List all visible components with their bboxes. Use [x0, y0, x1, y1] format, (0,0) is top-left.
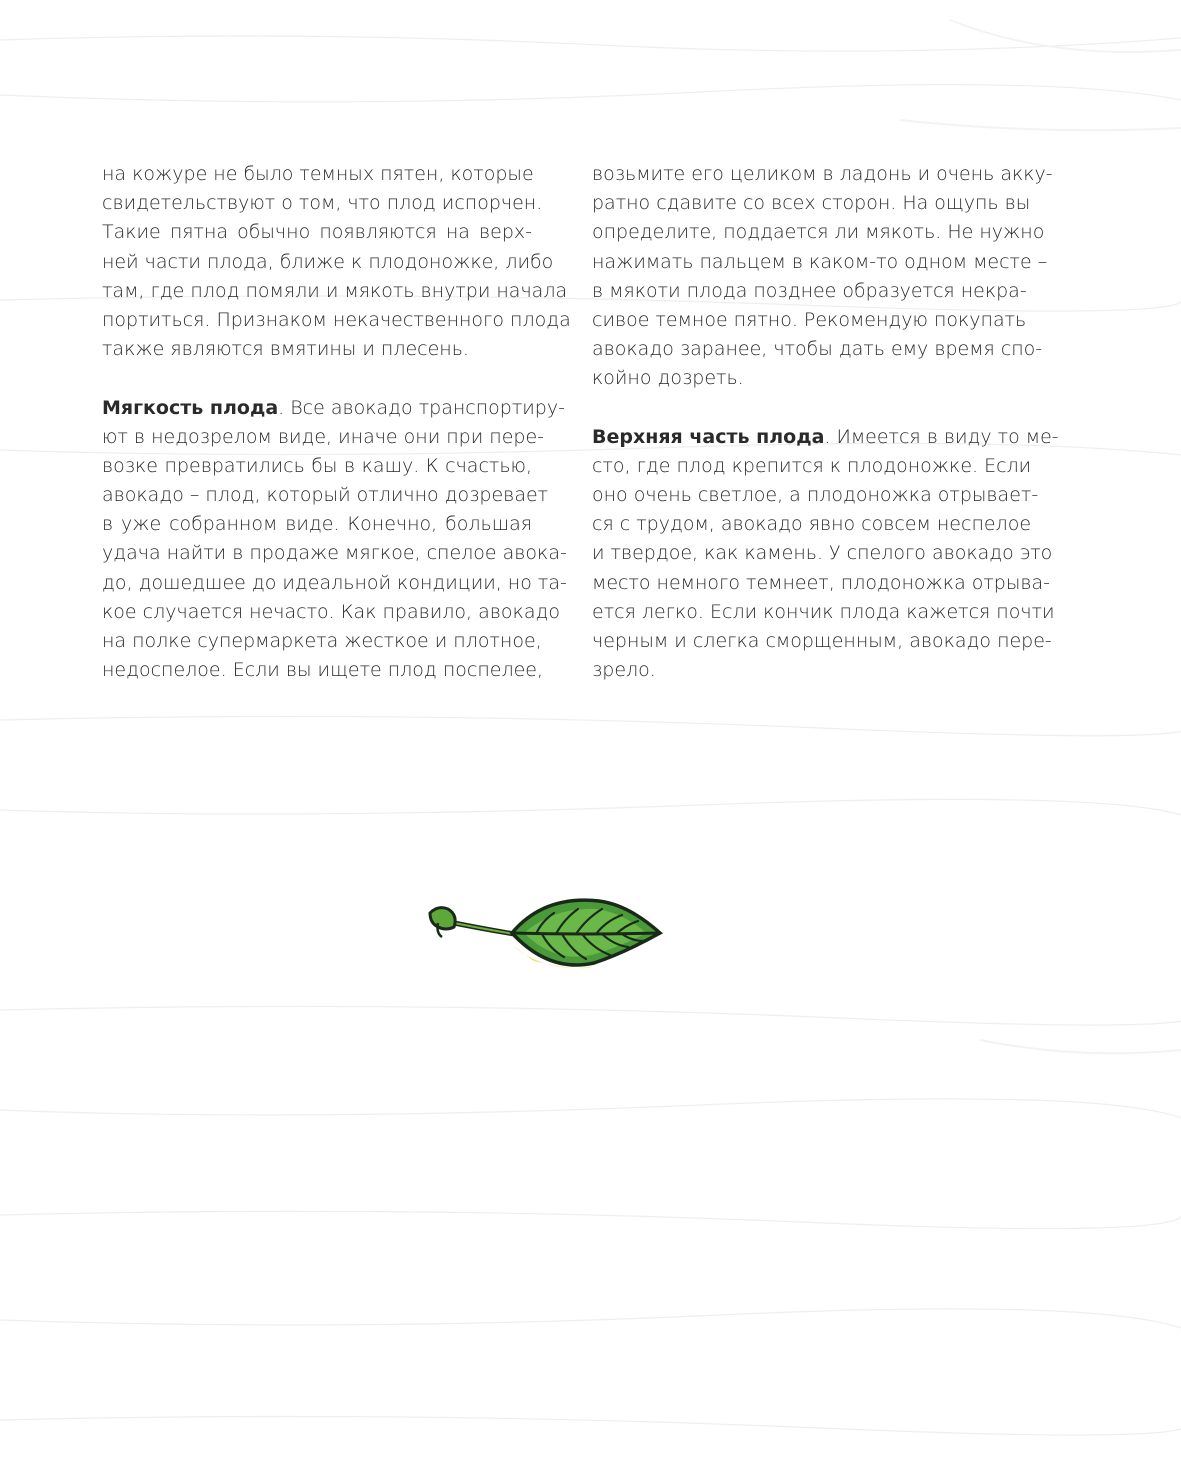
- text-line: недоспелое. Если вы ищете плод поспелее,: [102, 659, 544, 682]
- text-line: в уже собранном виде. Конечно, большая: [102, 513, 532, 536]
- text-line: кое случается нечасто. Как правило, авокадо: [102, 600, 560, 623]
- text-fragment: . Все авокадо транспортиру-: [278, 396, 565, 419]
- text-line: до, дошедшее до идеальной кондиции, но та-: [102, 571, 567, 594]
- section-heading-top-of-fruit: Верхняя часть плода: [592, 425, 825, 448]
- right-text-column: [592, 160, 1059, 685]
- text-line: ется легко. Если кончик плода кажется почти: [592, 600, 1055, 623]
- avocado-leaf-icon: [424, 893, 662, 975]
- text-line: Такие пятна обычно появляются на верх-: [102, 221, 532, 244]
- text-line: зрело.: [592, 659, 656, 682]
- paragraph-gap: [592, 394, 1024, 423]
- text-line: на кожуре не было темных пятен, которые: [102, 163, 534, 185]
- text-line: оно очень светлое, а плодоножка отрывает-: [592, 484, 1039, 507]
- text-line: авокадо заранее, чтобы дать ему время спо-: [592, 338, 1043, 361]
- text-line: в мякоти плода позднее образуется некра-: [592, 279, 1027, 302]
- text-line: ют в недозрелом виде, иначе они при пере-: [102, 425, 545, 448]
- text-line: сто, где плод крепится к плодоножке. Если: [592, 454, 1032, 477]
- text-line: место немного темнеет, плодоножка отрыва-: [592, 571, 1051, 594]
- text-line: койно дозреть.: [592, 367, 744, 390]
- text-line: также являются вмятины и плесень.: [102, 338, 469, 361]
- text-line: авокадо – плод, который отлично дозревает: [102, 484, 549, 507]
- text-line: ней части плода, ближе к плодоножке, либо: [102, 250, 554, 273]
- text-line: нажимать пальцем в каком-то одном месте –: [592, 250, 1048, 273]
- text-line: черным и слегка сморщенным, авокадо пере-: [592, 630, 1052, 652]
- paragraph-gap: [102, 364, 532, 393]
- text-line: ратно сдавите со всех сторон. На ощупь вы: [592, 192, 1031, 215]
- text-fragment: . Имеется в виду то ме-: [824, 425, 1059, 448]
- text-line: ся с трудом, авокадо явно совсем неспелое: [592, 513, 1032, 536]
- section-heading-softness: Мягкость плода: [102, 396, 279, 419]
- text-line: там, где плод помяли и мякоть внутри начала: [102, 279, 568, 302]
- text-line: возьмите его целиком в ладонь и очень акку-: [592, 163, 1053, 185]
- text-line: на полке супермаркета жесткое и плотное,: [102, 630, 542, 652]
- left-text-column: [102, 160, 571, 685]
- text-line: портиться. Признаком некачественного плода: [102, 308, 571, 331]
- text-line: [102, 394, 565, 423]
- text-line: возке превратились бы в кашу. К счастью,: [102, 454, 532, 477]
- text-line: сивое темное пятно. Рекомендую покупать: [592, 308, 1027, 331]
- text-line: определите, поддается ли мякоть. Не нужно: [592, 221, 1045, 244]
- text-line: свидетельствуют о том, что плод испорчен.: [102, 192, 543, 215]
- text-line: удача найти в продаже мягкое, спелое авока-: [102, 542, 567, 565]
- text-line: и твердое, как камень. У спелого авокадо это: [592, 542, 1053, 565]
- text-line: [592, 423, 1059, 452]
